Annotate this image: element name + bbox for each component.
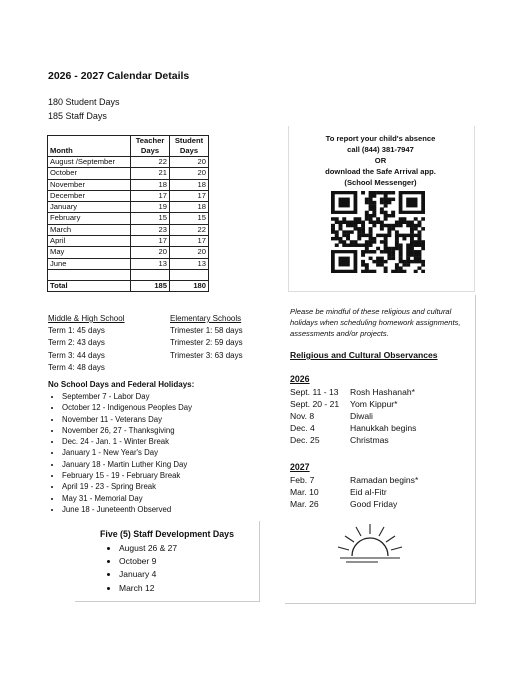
cell-student-days: 13	[170, 258, 209, 269]
calendar-days-table	[47, 135, 209, 292]
term-2: Term 2: 43 days	[48, 338, 105, 348]
holiday-item: • Dec. 24 - Jan. 1 - Winter Break	[62, 436, 194, 447]
absence-line-3: OR	[374, 156, 387, 165]
table-row	[48, 157, 209, 168]
observance-date: Dec. 25	[290, 435, 320, 445]
absence-line-2: call (844) 381-7947	[347, 145, 414, 154]
events-2027	[290, 474, 470, 510]
cell-student-days: 17	[170, 236, 209, 247]
cell-student-days: 22	[170, 224, 209, 235]
cell-student-days: 17	[170, 190, 209, 201]
table-header-row	[48, 136, 209, 157]
cell-student-days: 20	[170, 247, 209, 258]
staff-development-item: • August 26 & 27	[119, 542, 259, 555]
table-row	[48, 224, 209, 235]
cell-month: March	[48, 224, 131, 235]
trimester-3: Trimester 3: 63 days	[170, 350, 243, 360]
observance-date: Sept. 20 - 21	[290, 399, 340, 409]
middle-high-heading: Middle & High School	[48, 314, 125, 323]
observance-row	[290, 434, 470, 446]
spacer-cell	[131, 269, 170, 280]
header-teacher-line2: Days	[140, 146, 160, 155]
staff-development-heading: Five (5) Staff Development Days	[100, 529, 234, 539]
elementary-terms	[170, 313, 243, 362]
year-2026: 2026	[290, 374, 310, 384]
header-student-line1: Student	[174, 136, 204, 145]
holiday-item: • February 15 - 19 - February Break	[62, 470, 194, 481]
observance-row	[290, 474, 470, 486]
holiday-item: • November 11 - Veterans Day	[62, 414, 194, 425]
holiday-item: • November 26, 27 - Thanksgiving	[62, 425, 194, 436]
table-total-row	[48, 280, 209, 291]
table-row	[48, 202, 209, 213]
header-teacher-days	[131, 136, 170, 157]
middle-high-terms	[48, 313, 124, 374]
holiday-item: • May 31 - Memorial Day	[62, 493, 194, 504]
observance-name: Hanukkah begins	[350, 423, 417, 433]
total-label: Total	[48, 280, 131, 291]
observance-name: Yom Kippur*	[350, 399, 398, 409]
trimester-2: Trimester 2: 59 days	[170, 338, 243, 348]
term-4: Term 4: 48 days	[48, 362, 105, 372]
spacer-cell	[48, 269, 131, 280]
qr-code-icon	[331, 191, 425, 273]
header-student-line2: Days	[179, 146, 199, 155]
cell-student-days: 18	[170, 202, 209, 213]
cell-month: May	[48, 247, 131, 258]
holiday-item: • January 18 - Martin Luther King Day	[62, 459, 194, 470]
table-row	[48, 213, 209, 224]
cell-month: December	[48, 190, 131, 201]
staff-days: 185 Staff Days	[48, 111, 107, 121]
total-student-days: 180	[170, 280, 209, 291]
observance-row	[290, 498, 470, 510]
events-2026	[290, 386, 470, 446]
observance-name: Diwali	[350, 411, 373, 421]
year-2027: 2027	[290, 462, 310, 472]
religious-note: Please be mindful of these religious and cultural holidays when scheduling homework assignments, assessments and/or projects.	[290, 307, 461, 338]
header-teacher-line1: Teacher	[135, 136, 165, 145]
cell-student-days: 20	[170, 157, 209, 168]
observance-name: Christmas	[350, 435, 389, 445]
holiday-item: • April 19 - 23 - Spring Break	[62, 481, 194, 492]
observance-name: Rosh Hashanah*	[350, 387, 415, 397]
cell-teacher-days: 22	[131, 157, 170, 168]
table-body	[48, 157, 209, 292]
cell-teacher-days: 15	[131, 213, 170, 224]
observance-date: Nov. 8	[290, 411, 315, 421]
observance-row	[290, 422, 470, 434]
table-row	[48, 247, 209, 258]
elementary-heading: Elementary Schools	[170, 314, 242, 323]
staff-development-item: • March 12	[119, 582, 259, 595]
observance-row	[290, 486, 470, 498]
staff-development-item: • October 9	[119, 555, 259, 568]
term-1: Term 1: 45 days	[48, 326, 105, 336]
observance-date: Sept. 11 - 13	[290, 387, 339, 397]
page-title: 2026 - 2027 Calendar Details	[48, 70, 190, 82]
staff-development-item: • January 4	[119, 568, 259, 581]
header-student-days	[170, 136, 209, 157]
trimester-1: Trimester 1: 58 days	[170, 326, 243, 336]
table-row	[48, 236, 209, 247]
cell-month: February	[48, 213, 131, 224]
holiday-item: • June 18 - Juneteenth Observed	[62, 504, 194, 515]
observance-name: Ramadan begins*	[350, 475, 419, 485]
observance-name: Eid al-Fitr	[350, 487, 387, 497]
holiday-item: • September 7 - Labor Day	[62, 391, 194, 402]
cell-teacher-days: 23	[131, 224, 170, 235]
table-row	[48, 258, 209, 269]
table-row	[48, 168, 209, 179]
table-row	[48, 179, 209, 190]
table-spacer-row	[48, 269, 209, 280]
cell-teacher-days: 20	[131, 247, 170, 258]
observance-row	[290, 386, 470, 398]
term-3: Term 3: 44 days	[48, 350, 105, 360]
staff-development-list	[75, 542, 259, 595]
spacer-cell	[170, 269, 209, 280]
total-teacher-days: 185	[131, 280, 170, 291]
cell-student-days: 20	[170, 168, 209, 179]
absence-line-4: download the Safe Arrival app.	[325, 167, 436, 176]
cell-month: June	[48, 258, 131, 269]
observance-name: Good Friday	[350, 499, 398, 509]
cell-month: October	[48, 168, 131, 179]
observance-date: Dec. 4	[290, 423, 315, 433]
cell-student-days: 15	[170, 213, 209, 224]
cell-teacher-days: 18	[131, 179, 170, 190]
cell-teacher-days: 13	[131, 258, 170, 269]
cell-teacher-days: 21	[131, 168, 170, 179]
cell-student-days: 18	[170, 179, 209, 190]
cell-month: January	[48, 202, 131, 213]
observance-date: Mar. 26	[290, 499, 319, 509]
holidays-heading: No School Days and Federal Holidays:	[48, 380, 195, 389]
observance-date: Mar. 10	[290, 487, 319, 497]
holiday-item: • October 12 - Indigenous Peoples Day	[62, 402, 194, 413]
holidays-list	[48, 391, 194, 515]
holiday-item: • January 1 - New Year's Day	[62, 447, 194, 458]
staff-development-box	[75, 521, 260, 602]
religious-heading: Religious and Cultural Observances	[290, 350, 438, 360]
header-month: Month	[48, 136, 131, 157]
observance-row	[290, 398, 470, 410]
cell-month: August /September	[48, 157, 131, 168]
observance-date: Feb. 7	[290, 475, 315, 485]
holidays-section	[48, 380, 194, 515]
cell-teacher-days: 17	[131, 236, 170, 247]
observance-row	[290, 410, 470, 422]
cell-teacher-days: 17	[131, 190, 170, 201]
absence-info	[288, 133, 473, 188]
cell-teacher-days: 19	[131, 202, 170, 213]
cell-month: April	[48, 236, 131, 247]
absence-line-1: To report your child's absence	[325, 134, 436, 143]
cell-month: November	[48, 179, 131, 190]
absence-line-5: (School Messenger)	[344, 178, 417, 187]
sunrise-icon	[330, 520, 410, 568]
table-row	[48, 190, 209, 201]
student-days: 180 Student Days	[48, 97, 120, 107]
